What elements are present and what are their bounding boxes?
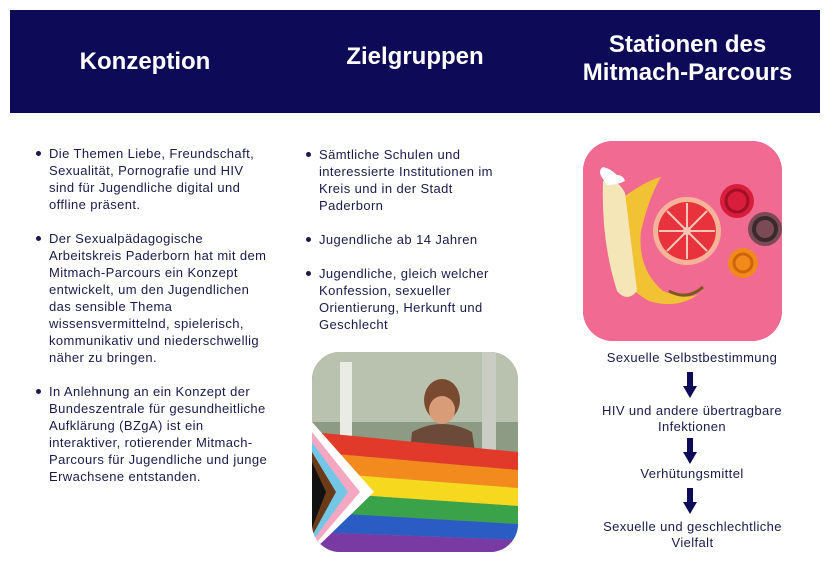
station-item: HIV und andere übertragbare Infektionen — [602, 403, 782, 434]
arrow-down-icon — [683, 372, 697, 398]
konzeption-heading: Konzeption — [79, 47, 211, 75]
station-item: Verhütungsmittel — [640, 466, 744, 481]
arrow-down-icon — [683, 488, 697, 514]
konzeption-item: Die Themen Liebe, Freundschaft, Sexualität, Pornografie und HIV sind für Jugendliche digital und offline präsent. — [36, 145, 268, 213]
stationen-heading — [555, 10, 820, 113]
zielgruppen-heading: Zielgruppen — [346, 43, 484, 70]
konzeption-item: In Anlehnung an ein Konzept der Bundeszentrale für gesundheitliche Aufklärung (BZgA) ist ein interaktiver, rotierender Mitmach-Parcours für Jugendliche und junge Erwachsene entstanden. — [36, 383, 268, 485]
arrow-down-icon — [683, 438, 697, 464]
konzeption-item: Der Sexualpädagogische Arbeitskreis Paderborn hat mit dem Mitmach-Parcours ein Konzept entwickelt, um den Jugendlichen das sensible Thema wissensvermittelnd, spielerisch, kommunikativ und niederschwellig näher zu bringen. — [36, 230, 268, 366]
fruit-condom-photo — [583, 141, 782, 341]
station-item: Sexuelle und geschlechtliche Vielfalt — [603, 519, 782, 550]
zielgruppen-item: Jugendliche, gleich welcher Konfession, sexueller Orientierung, Herkunft und Geschlecht — [306, 265, 518, 333]
station-item: Sexuelle Selbstbestimmung — [606, 350, 778, 365]
zielgruppen-item: Jugendliche ab 14 Jahren — [306, 231, 518, 248]
zielgruppen-item: Sämtliche Schulen und interessierte Institutionen im Kreis und in der Stadt Paderborn — [306, 146, 518, 214]
konzeption-list — [36, 145, 268, 502]
header-banner — [10, 10, 820, 113]
pride-flag-photo — [312, 352, 518, 552]
stationen-heading-line1: Stationen des — [608, 30, 767, 58]
zielgruppen-list — [306, 146, 518, 350]
stationen-heading-line2: Mitmach-Parcours — [582, 58, 793, 86]
